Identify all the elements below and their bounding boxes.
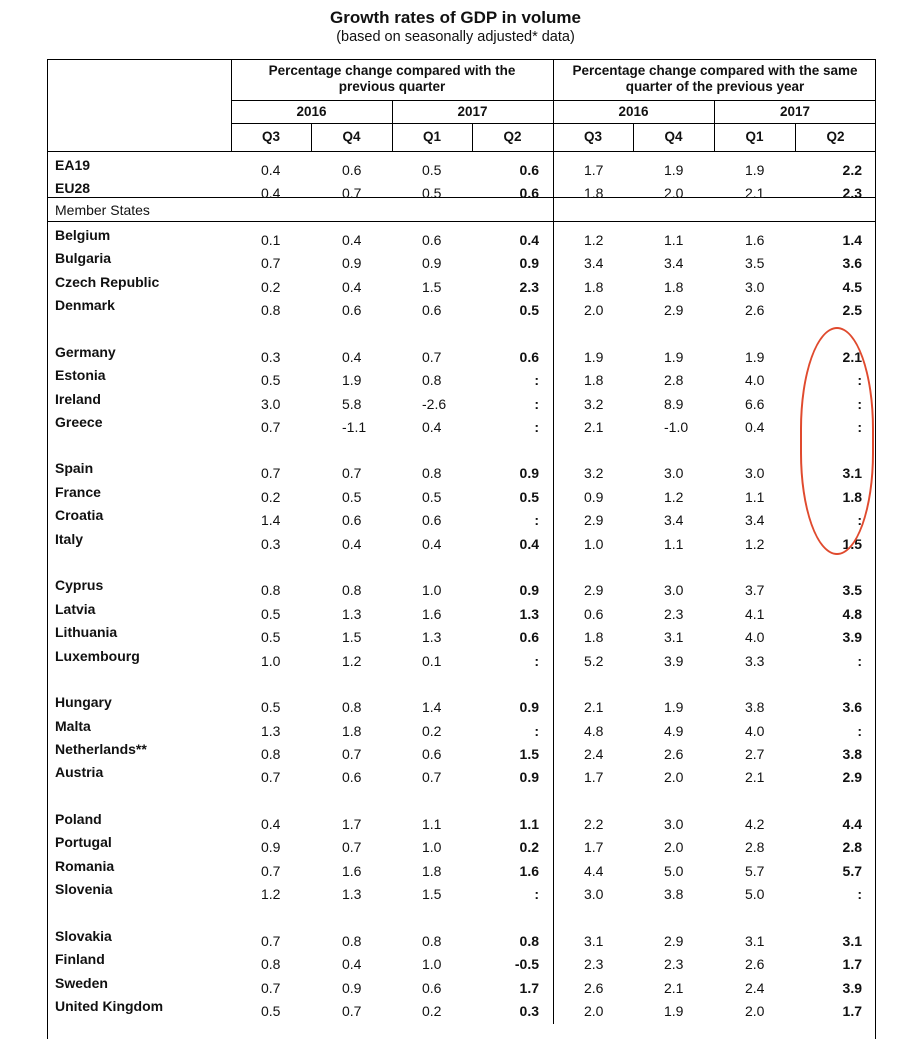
table-cell: 3.4 <box>664 512 684 528</box>
table-cell: 0.2 <box>261 489 281 505</box>
table-cell: 2.0 <box>584 302 604 318</box>
table-cell: 2.9 <box>584 512 604 528</box>
table-cell: 0.3 <box>261 536 281 552</box>
highlight-circle <box>800 327 874 555</box>
table-cell: 1.8 <box>584 372 604 388</box>
table-cell: 1.3 <box>342 886 362 902</box>
table-cell: 1.2 <box>584 232 604 248</box>
table-cell: 1.8 <box>584 629 604 645</box>
table-cell: 4.4 <box>842 816 862 832</box>
table-cell: 1.3 <box>422 629 442 645</box>
table-cell: -0.5 <box>514 956 539 972</box>
table-cell: 0.9 <box>519 582 539 598</box>
table-cell: 1.6 <box>342 863 362 879</box>
table-cell: 2.0 <box>664 185 684 201</box>
table-cell: 0.6 <box>422 980 442 996</box>
table-cell: 2.0 <box>584 1003 604 1019</box>
table-cell: 3.0 <box>261 396 281 412</box>
table-cell: 0.9 <box>422 255 442 271</box>
table-cell: 1.5 <box>842 536 862 552</box>
table-cell: 0.5 <box>422 162 442 178</box>
table-cell: 0.7 <box>342 465 362 481</box>
row-label: Czech Republic <box>55 274 160 290</box>
row-label: Denmark <box>55 297 115 313</box>
table-cell: 0.9 <box>519 769 539 785</box>
table-cell: 0.8 <box>422 933 442 949</box>
table-cell: 0.5 <box>422 489 442 505</box>
table-cell: 0.8 <box>422 465 442 481</box>
table-cell: 0.6 <box>422 232 442 248</box>
table-cell: : <box>534 886 539 902</box>
table-cell: 1.1 <box>664 232 684 248</box>
divider <box>47 151 876 152</box>
table-cell: 3.1 <box>664 629 684 645</box>
table-cell: 8.9 <box>664 396 684 412</box>
table-cell: 4.9 <box>664 723 684 739</box>
table-cell: 4.5 <box>842 279 862 295</box>
table-cell: 0.6 <box>342 512 362 528</box>
table-cell: 0.3 <box>261 349 281 365</box>
table-cell: 0.2 <box>261 279 281 295</box>
row-label: Portugal <box>55 834 112 850</box>
table-cell: 0.7 <box>422 769 442 785</box>
table-cell: 2.7 <box>745 746 765 762</box>
table-cell: 3.5 <box>745 255 765 271</box>
table-cell: 3.8 <box>664 886 684 902</box>
row-label: United Kingdom <box>55 998 164 1014</box>
table-cell: 2.8 <box>745 839 765 855</box>
row-label: Germany <box>55 344 116 360</box>
table-cell: 4.4 <box>584 863 604 879</box>
table-cell: 0.6 <box>584 606 604 622</box>
table-cell: 1.9 <box>664 1003 684 1019</box>
table-cell: 2.3 <box>519 279 539 295</box>
table-cell: : <box>857 653 862 669</box>
table-cell: 3.8 <box>842 746 862 762</box>
table-cell: 1.8 <box>664 279 684 295</box>
table-cell: 3.0 <box>664 816 684 832</box>
table-cell: 3.4 <box>584 255 604 271</box>
table-cell: 1.9 <box>664 349 684 365</box>
table-cell: 0.8 <box>261 746 281 762</box>
table-cell: 1.1 <box>519 816 539 832</box>
table-cell: : <box>534 723 539 739</box>
table-cell: 2.3 <box>842 185 862 201</box>
table-cell: 0.6 <box>342 302 362 318</box>
table-cell: 0.9 <box>261 839 281 855</box>
table-cell: 4.0 <box>745 723 765 739</box>
table-cell: 0.1 <box>422 653 442 669</box>
table-cell: 0.7 <box>342 839 362 855</box>
table-cell: 0.7 <box>342 746 362 762</box>
table-cell: 0.4 <box>422 419 442 435</box>
quarter-header: Q3 <box>583 129 602 144</box>
table-cell: 0.5 <box>342 489 362 505</box>
row-label: Latvia <box>55 601 96 617</box>
table-cell: 1.1 <box>422 816 442 832</box>
table-cell: 5.8 <box>342 396 362 412</box>
table-cell: -1.1 <box>342 419 367 435</box>
table-cell: 1.4 <box>422 699 442 715</box>
table-cell: 0.2 <box>422 723 442 739</box>
table-cell: 0.7 <box>342 185 362 201</box>
table-cell: 0.4 <box>342 349 362 365</box>
table-cell: 0.4 <box>519 232 539 248</box>
table-cell: 2.8 <box>842 839 862 855</box>
table-cell: 2.6 <box>745 956 765 972</box>
table-cell: 1.7 <box>342 816 362 832</box>
row-label: Croatia <box>55 507 104 523</box>
row-label: Estonia <box>55 367 106 383</box>
table-cell: 0.7 <box>261 980 281 996</box>
table-cell: 2.8 <box>664 372 684 388</box>
group-header-previous-quarter: Percentage change compared with the previous quarter <box>268 63 516 94</box>
table-cell: 0.7 <box>261 255 281 271</box>
table-cell: 0.4 <box>342 536 362 552</box>
table-cell: 3.9 <box>842 629 862 645</box>
table-cell: 0.6 <box>342 769 362 785</box>
row-label: Hungary <box>55 694 112 710</box>
table-cell: 4.1 <box>745 606 765 622</box>
quarter-header: Q2 <box>826 129 845 144</box>
table-cell: 1.1 <box>745 489 765 505</box>
table-cell: 3.0 <box>664 465 684 481</box>
table-cell: 1.0 <box>584 536 604 552</box>
table-cell: 2.2 <box>584 816 604 832</box>
table-cell: : <box>857 419 862 435</box>
table-cell: 3.1 <box>745 933 765 949</box>
table-cell: 0.6 <box>519 349 539 365</box>
table-cell: 1.0 <box>422 839 442 855</box>
table-title: Growth rates of GDP in volume <box>330 8 581 27</box>
member-states-label: Member States <box>55 202 150 218</box>
table-cell: 0.9 <box>342 255 362 271</box>
table-cell: 0.9 <box>584 489 604 505</box>
table-cell: -1.0 <box>664 419 689 435</box>
table-cell: 0.5 <box>261 629 281 645</box>
table-cell: 0.2 <box>422 1003 442 1019</box>
row-label: Cyprus <box>55 577 104 593</box>
table-cell: 2.9 <box>584 582 604 598</box>
year-header: 2017 <box>457 104 488 119</box>
table-cell: 2.1 <box>842 349 862 365</box>
table-cell: 4.2 <box>745 816 765 832</box>
group-header-previous-year: Percentage change compared with the same quarter of the previous year <box>572 63 858 94</box>
row-label: Bulgaria <box>55 250 112 266</box>
table-cell: 3.0 <box>664 582 684 598</box>
table-cell: 2.1 <box>745 769 765 785</box>
table-cell: 0.6 <box>342 162 362 178</box>
row-label: Austria <box>55 764 104 780</box>
table-cell: : <box>534 653 539 669</box>
row-label: Luxembourg <box>55 648 140 664</box>
table-cell: 0.5 <box>519 489 539 505</box>
row-label: Greece <box>55 414 103 430</box>
table-cell: 3.9 <box>842 980 862 996</box>
year-header: 2016 <box>618 104 649 119</box>
table-cell: 0.4 <box>261 185 281 201</box>
table-cell: 0.5 <box>261 372 281 388</box>
table-cell: 1.4 <box>261 512 281 528</box>
table-cell: 3.7 <box>745 582 765 598</box>
table-cell: 1.6 <box>519 863 539 879</box>
row-label: Finland <box>55 951 105 967</box>
table-cell: 0.2 <box>519 839 539 855</box>
table-cell: 2.3 <box>584 956 604 972</box>
table-cell: 3.1 <box>842 465 862 481</box>
table-cell: 3.1 <box>842 933 862 949</box>
row-label: Ireland <box>55 391 101 407</box>
table-cell: 2.2 <box>842 162 862 178</box>
table-cell: : <box>857 723 862 739</box>
row-label: Slovenia <box>55 881 113 897</box>
table-cell: : <box>857 512 862 528</box>
table-cell: 4.8 <box>584 723 604 739</box>
table-cell: 2.0 <box>664 769 684 785</box>
table-cell: 2.4 <box>584 746 604 762</box>
table-cell: 0.4 <box>342 956 362 972</box>
table-cell: 1.9 <box>664 699 684 715</box>
table-cell: 0.9 <box>519 699 539 715</box>
table-cell: : <box>857 372 862 388</box>
row-label: Romania <box>55 858 115 874</box>
table-cell: 1.3 <box>342 606 362 622</box>
table-cell: 6.6 <box>745 396 765 412</box>
table-cell: 1.9 <box>342 372 362 388</box>
divider <box>47 221 876 222</box>
table-cell: 3.4 <box>745 512 765 528</box>
table-cell: 1.8 <box>342 723 362 739</box>
quarter-header: Q4 <box>664 129 683 144</box>
divider <box>231 123 876 124</box>
table-cell: 1.3 <box>261 723 281 739</box>
table-cell: 0.8 <box>261 582 281 598</box>
table-cell: 1.2 <box>261 886 281 902</box>
row-label: Lithuania <box>55 624 118 640</box>
table-cell: 2.5 <box>842 302 862 318</box>
table-cell: 1.2 <box>664 489 684 505</box>
row-label: EA19 <box>55 157 91 173</box>
table-cell: 1.0 <box>422 582 442 598</box>
table-cell: 2.9 <box>842 769 862 785</box>
table-cell: 5.7 <box>842 863 862 879</box>
table-cell: 1.1 <box>664 536 684 552</box>
table-cell: 1.9 <box>745 349 765 365</box>
table-cell: 0.5 <box>261 606 281 622</box>
table-cell: 4.0 <box>745 629 765 645</box>
table-cell: 3.4 <box>664 255 684 271</box>
table-cell: 0.5 <box>261 1003 281 1019</box>
table-cell: 1.9 <box>745 162 765 178</box>
table-cell: -2.6 <box>422 396 447 412</box>
table-cell: 0.1 <box>261 232 281 248</box>
table-cell: 0.8 <box>422 372 442 388</box>
table-cell: 1.0 <box>261 653 281 669</box>
table-cell: 2.1 <box>745 185 765 201</box>
table-cell: : <box>857 886 862 902</box>
table-cell: 2.0 <box>664 839 684 855</box>
row-label: Belgium <box>55 227 111 243</box>
table-cell: 1.8 <box>842 489 862 505</box>
table-cell: 4.0 <box>745 372 765 388</box>
table-cell: 3.9 <box>664 653 684 669</box>
table-cell: 0.9 <box>342 980 362 996</box>
table-cell: 1.6 <box>422 606 442 622</box>
divider <box>553 59 554 1024</box>
table-subtitle: (based on seasonally adjusted* data) <box>336 29 575 45</box>
table-cell: 0.8 <box>261 956 281 972</box>
table-cell: 0.9 <box>519 255 539 271</box>
table-cell: 1.7 <box>842 956 862 972</box>
table-cell: 2.6 <box>745 302 765 318</box>
table-cell: 2.1 <box>664 980 684 996</box>
table-cell: 0.8 <box>261 302 281 318</box>
table-cell: 2.4 <box>745 980 765 996</box>
quarter-header: Q2 <box>503 129 522 144</box>
table-cell: 1.8 <box>584 279 604 295</box>
table-cell: 3.2 <box>584 396 604 412</box>
row-label: Slovakia <box>55 928 112 944</box>
table-cell: 3.2 <box>584 465 604 481</box>
table-cell: 0.6 <box>519 162 539 178</box>
table-cell: : <box>534 419 539 435</box>
table-cell: 0.3 <box>519 1003 539 1019</box>
table-cell: 0.6 <box>422 746 442 762</box>
table-cell: 0.6 <box>422 512 442 528</box>
table-cell: 1.5 <box>422 886 442 902</box>
table-cell: 0.4 <box>745 419 765 435</box>
table-cell: 0.7 <box>261 933 281 949</box>
table-cell: 0.6 <box>519 185 539 201</box>
table-cell: 0.4 <box>519 536 539 552</box>
table-cell: 0.6 <box>422 302 442 318</box>
table-cell: 1.7 <box>584 162 604 178</box>
table-cell: 3.6 <box>842 255 862 271</box>
quarter-header: Q1 <box>745 129 764 144</box>
row-label: Netherlands** <box>55 741 147 757</box>
divider <box>231 100 876 101</box>
table-cell: 1.7 <box>519 980 539 996</box>
table-cell: 1.2 <box>342 653 362 669</box>
year-header: 2017 <box>779 104 811 119</box>
table-cell: : <box>857 396 862 412</box>
table-cell: 1.5 <box>422 279 442 295</box>
table-cell: 1.7 <box>842 1003 862 1019</box>
quarter-header: Q4 <box>342 129 361 144</box>
table-cell: 3.0 <box>745 279 765 295</box>
table-cell: 0.7 <box>261 769 281 785</box>
table-cell: 3.8 <box>745 699 765 715</box>
table-cell: 1.9 <box>664 162 684 178</box>
table-cell: 2.3 <box>664 956 684 972</box>
row-label: France <box>55 484 101 500</box>
table-cell: 1.2 <box>745 536 765 552</box>
table-cell: 2.9 <box>664 933 684 949</box>
table-cell: 0.7 <box>342 1003 362 1019</box>
table-cell: 3.5 <box>842 582 862 598</box>
table-cell: 5.2 <box>584 653 604 669</box>
table-cell: 1.5 <box>519 746 539 762</box>
table-cell: 1.7 <box>584 839 604 855</box>
quarter-header: Q3 <box>261 129 280 144</box>
table-cell: 0.4 <box>342 279 362 295</box>
table-cell: 5.7 <box>745 863 765 879</box>
table-cell: 1.8 <box>422 863 442 879</box>
table-cell: 0.8 <box>342 699 362 715</box>
table-cell: 2.6 <box>664 746 684 762</box>
table-cell: 2.3 <box>664 606 684 622</box>
table-cell: 0.4 <box>261 162 281 178</box>
year-header: 2016 <box>296 104 327 119</box>
table-cell: : <box>534 396 539 412</box>
table-cell: 2.1 <box>584 699 604 715</box>
table-cell: 1.4 <box>842 232 862 248</box>
table-cell: 3.6 <box>842 699 862 715</box>
row-label: Italy <box>55 531 84 547</box>
table-cell: 0.8 <box>342 933 362 949</box>
table-cell: 1.7 <box>584 769 604 785</box>
table-cell: : <box>534 372 539 388</box>
table-cell: 0.5 <box>261 699 281 715</box>
table-cell: 4.8 <box>842 606 862 622</box>
row-label: Spain <box>55 460 94 476</box>
table-cell: : <box>534 512 539 528</box>
row-label: Sweden <box>55 975 108 991</box>
table-cell: 0.8 <box>342 582 362 598</box>
table-cell: 3.3 <box>745 653 765 669</box>
table-cell: 0.7 <box>261 863 281 879</box>
table-cell: 0.6 <box>519 629 539 645</box>
quarter-header: Q1 <box>422 129 441 144</box>
table-cell: 0.5 <box>519 302 539 318</box>
table-cell: 3.1 <box>584 933 604 949</box>
table-cell: 2.6 <box>584 980 604 996</box>
table-cell: 5.0 <box>745 886 765 902</box>
row-label: Poland <box>55 811 102 827</box>
row-label: EU28 <box>55 180 91 196</box>
table-cell: 2.1 <box>584 419 604 435</box>
table-cell: 5.0 <box>664 863 684 879</box>
table-cell: 1.6 <box>745 232 765 248</box>
table-cell: 2.9 <box>664 302 684 318</box>
table-cell: 3.0 <box>584 886 604 902</box>
table-cell: 0.4 <box>422 536 442 552</box>
table-cell: 0.4 <box>342 232 362 248</box>
table-cell: 1.5 <box>342 629 362 645</box>
table-cell: 0.7 <box>422 349 442 365</box>
table-cell: 0.8 <box>519 933 539 949</box>
table-cell: 0.5 <box>422 185 442 201</box>
table-cell: 0.9 <box>519 465 539 481</box>
table-cell: 1.9 <box>584 349 604 365</box>
table-cell: 1.3 <box>519 606 539 622</box>
table-cell: 3.0 <box>745 465 765 481</box>
table-cell: 1.8 <box>584 185 604 201</box>
table-cell: 2.0 <box>745 1003 765 1019</box>
table-cell: 0.4 <box>261 816 281 832</box>
table-cell: 0.7 <box>261 419 281 435</box>
table-cell: 0.7 <box>261 465 281 481</box>
table-cell: 1.0 <box>422 956 442 972</box>
row-label: Malta <box>55 718 91 734</box>
